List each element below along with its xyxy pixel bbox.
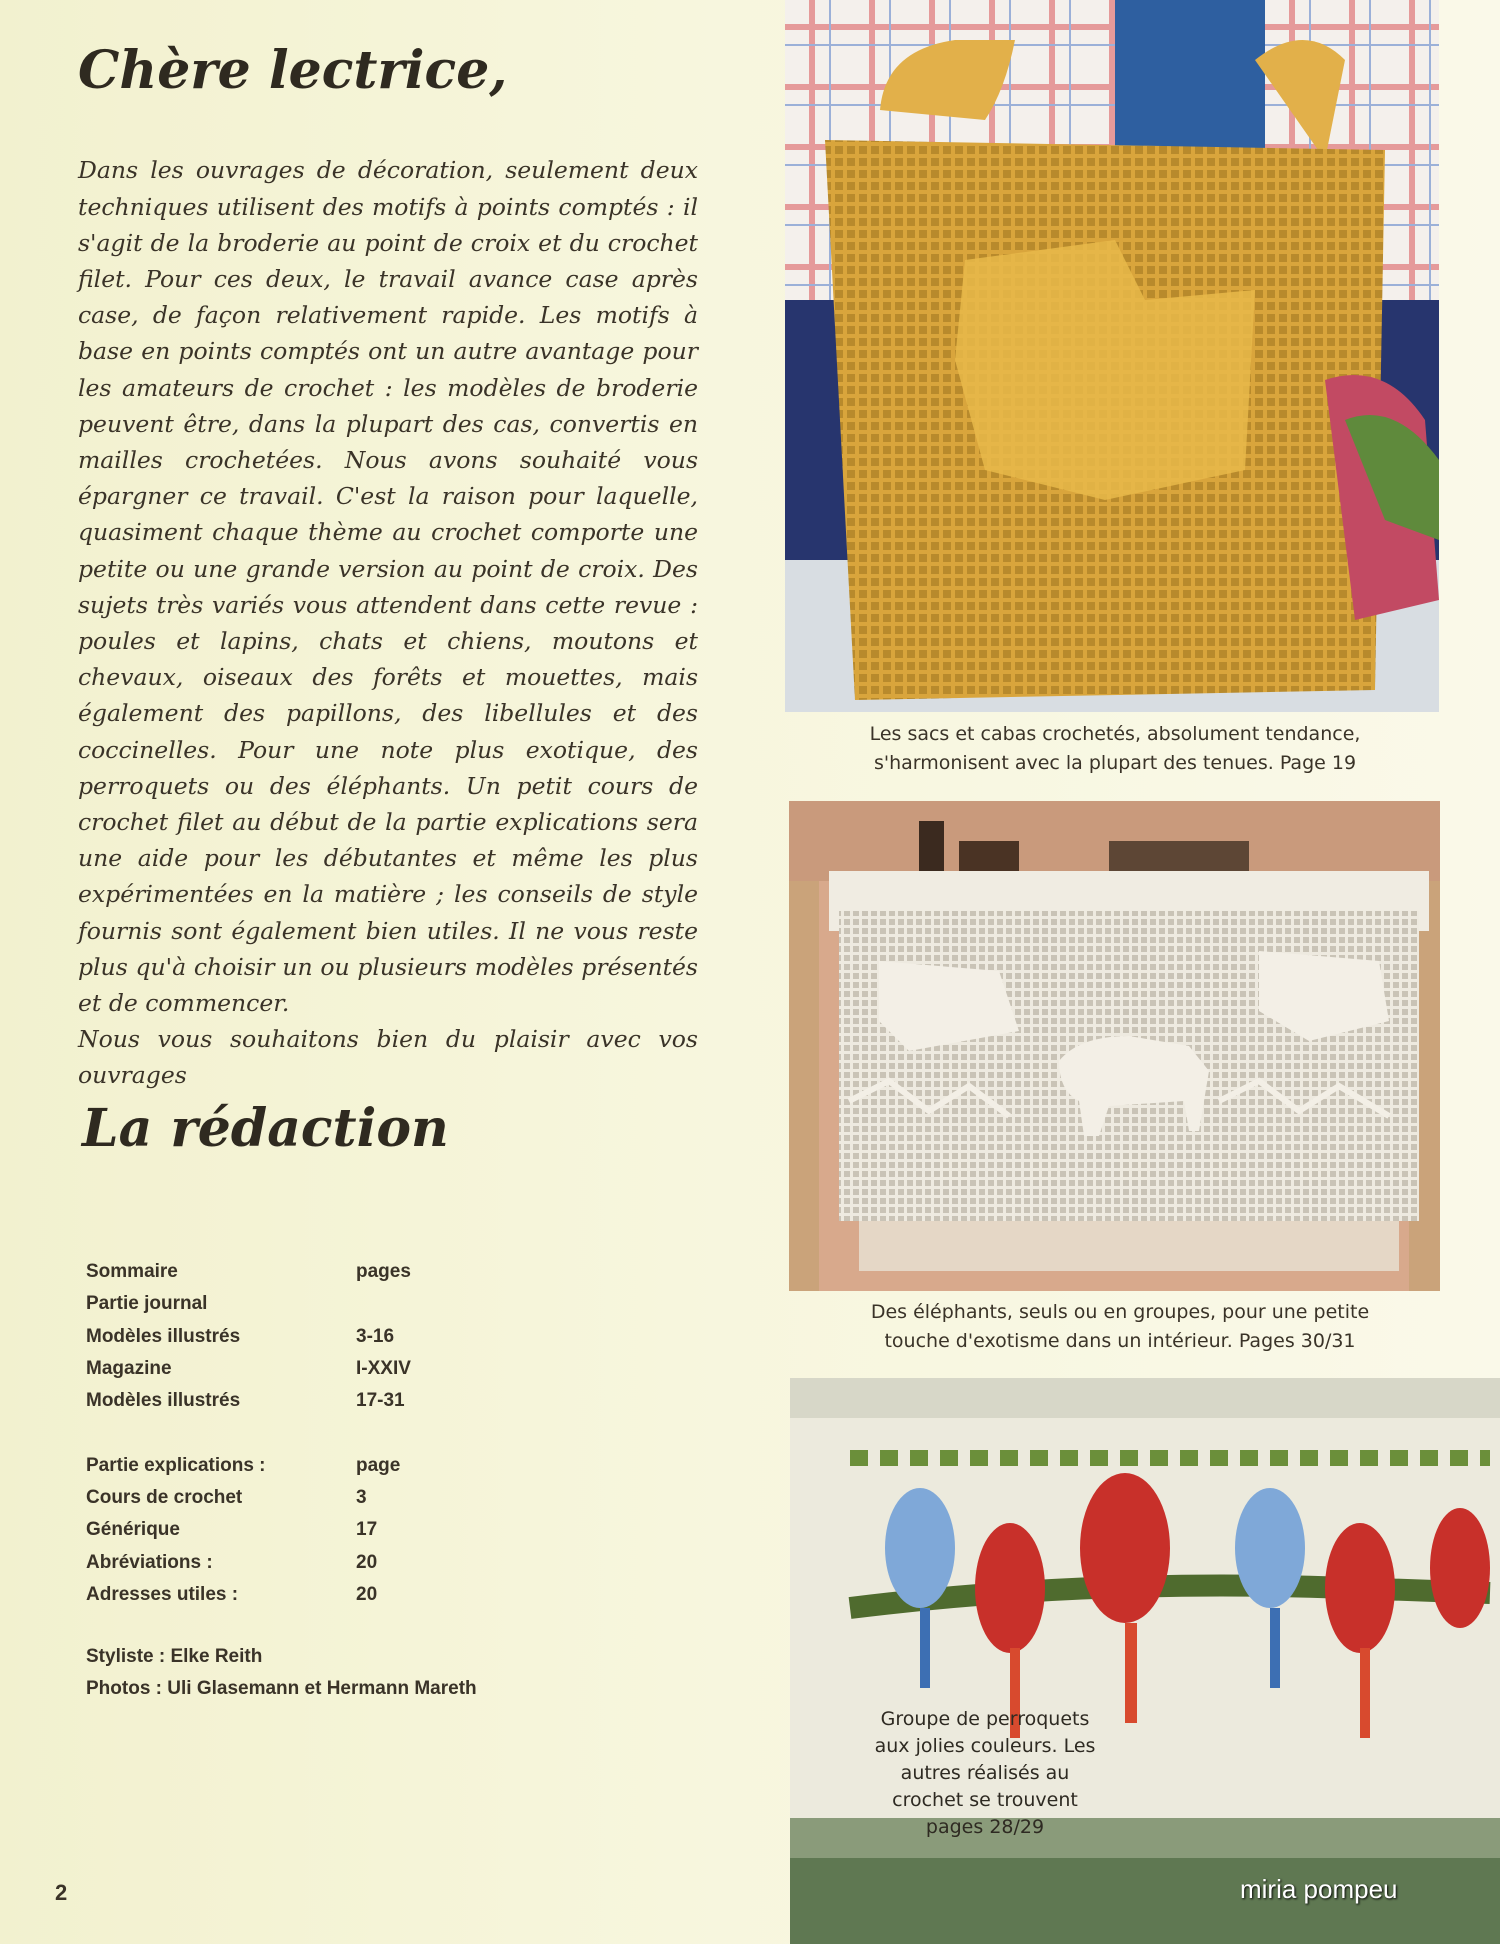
- signature: La rédaction: [82, 1098, 449, 1159]
- watermark: miria pompeu: [1240, 1874, 1398, 1904]
- letter-title: Chère lectrice,: [78, 40, 508, 101]
- toc-label: Abréviations :: [86, 1551, 213, 1573]
- credits: [86, 1641, 477, 1705]
- page-number: 2: [55, 1880, 68, 1905]
- toc-value: 3: [356, 1486, 367, 1508]
- toc-value: page: [356, 1454, 401, 1476]
- toc-row: [86, 1353, 411, 1385]
- toc-value: 17: [356, 1519, 378, 1541]
- toc-value: I-XXIV: [356, 1358, 411, 1380]
- parrot-caption-line: crochet se trouvent: [892, 1789, 1078, 1811]
- stylist-credit: Styliste : Elke Reith: [86, 1646, 263, 1667]
- toc-header: [86, 1256, 411, 1288]
- toc-label: Cours de crochet: [86, 1486, 243, 1508]
- parrot-caption-line: aux jolies couleurs. Les: [874, 1735, 1096, 1757]
- toc-row: [86, 1514, 411, 1546]
- toc-row: [86, 1449, 411, 1481]
- toc-value: pages: [356, 1261, 411, 1283]
- table-of-contents: [86, 1256, 411, 1611]
- elephant-photo: [789, 801, 1440, 1291]
- toc-row: [86, 1482, 411, 1514]
- toc-label: Sommaire: [86, 1261, 178, 1283]
- bag-caption: [790, 720, 1440, 778]
- toc-label: Modèles illustrés: [86, 1390, 241, 1412]
- toc-label: Magazine: [86, 1358, 172, 1380]
- toc-value: 17-31: [356, 1390, 405, 1412]
- toc-row: [86, 1288, 411, 1320]
- toc-row: [86, 1579, 411, 1611]
- letter-paragraph: Dans les ouvrages de décoration, seulement deux techniques utilisent des motifs à points comptés : il s'agit de la broderie au point de croix et du crochet filet. Pour ces deux, le travail avance case après case, de façon relativement rapide. Les motifs à base en points comptés ont un autre avantage pour les amateurs de crochet : les modèles de broderie peuvent être, dans la plupart des cas, convertis en mailles crochetées. Nous avons souhaité vous épargner ce travail. C'est la raison pour laquelle, quasiment chaque thème au crochet comporte une petite ou une grande version au point de croix. Des sujets très variés vous attendent dans cette revue : poules et lapins, chats et chiens, moutons et chevaux, oiseaux des forêts et mouettes, mais également des papillons, des libellules et des coccinelles. Pour une note plus exotique, des perroquets ou des éléphants. Un petit cours de crochet filet au début de la partie explications sera une aide pour les débutantes et même les plus expérimentées en la matière ; les conseils de style fournis sont également bien utiles. Il ne vous reste plus qu'à choisir un ou plusieurs modèles présentés et de commencer.: [78, 156, 698, 1018]
- parrot-photo: [790, 1378, 1500, 1944]
- parrot-caption-line: autres réalisés au: [900, 1762, 1070, 1784]
- bag-caption-line: Les sacs et cabas crochetés, absolument tendance,: [869, 723, 1361, 745]
- photo-credit: Photos : Uli Glasemann et Hermann Mareth: [86, 1678, 477, 1699]
- toc-value: 3-16: [356, 1325, 395, 1347]
- parrot-caption-line: Groupe de perroquets: [880, 1708, 1090, 1730]
- elephant-caption-line: Des éléphants, seuls ou en groupes, pour une petite: [870, 1301, 1370, 1323]
- toc-row: [86, 1321, 411, 1353]
- toc-label: Partie journal: [86, 1293, 208, 1315]
- letter: [78, 40, 698, 1094]
- parrot-caption: [840, 1706, 1130, 1841]
- elephant-caption: [800, 1298, 1440, 1356]
- toc-label: Adresses utiles :: [86, 1583, 239, 1605]
- letter-body: [78, 152, 698, 1093]
- bag-caption-line: s'harmonisent avec la plupart des tenues. Page 19: [873, 752, 1357, 774]
- toc-value: 20: [356, 1551, 378, 1573]
- toc-value: 20: [356, 1583, 378, 1605]
- elephant-caption-line: touche d'exotisme dans un intérieur. Pages 30/31: [884, 1330, 1356, 1352]
- toc-row: [86, 1385, 411, 1417]
- letter-closing: Nous vous souhaitons bien du plaisir avec vos ouvrages: [78, 1025, 698, 1090]
- toc-label: Partie explications :: [86, 1454, 266, 1476]
- bag-photo: [785, 0, 1439, 712]
- toc-label: Générique: [86, 1519, 180, 1541]
- parrot-caption-line: pages 28/29: [925, 1816, 1045, 1838]
- toc-row: [86, 1546, 411, 1578]
- toc-label: Modèles illustrés: [86, 1325, 241, 1347]
